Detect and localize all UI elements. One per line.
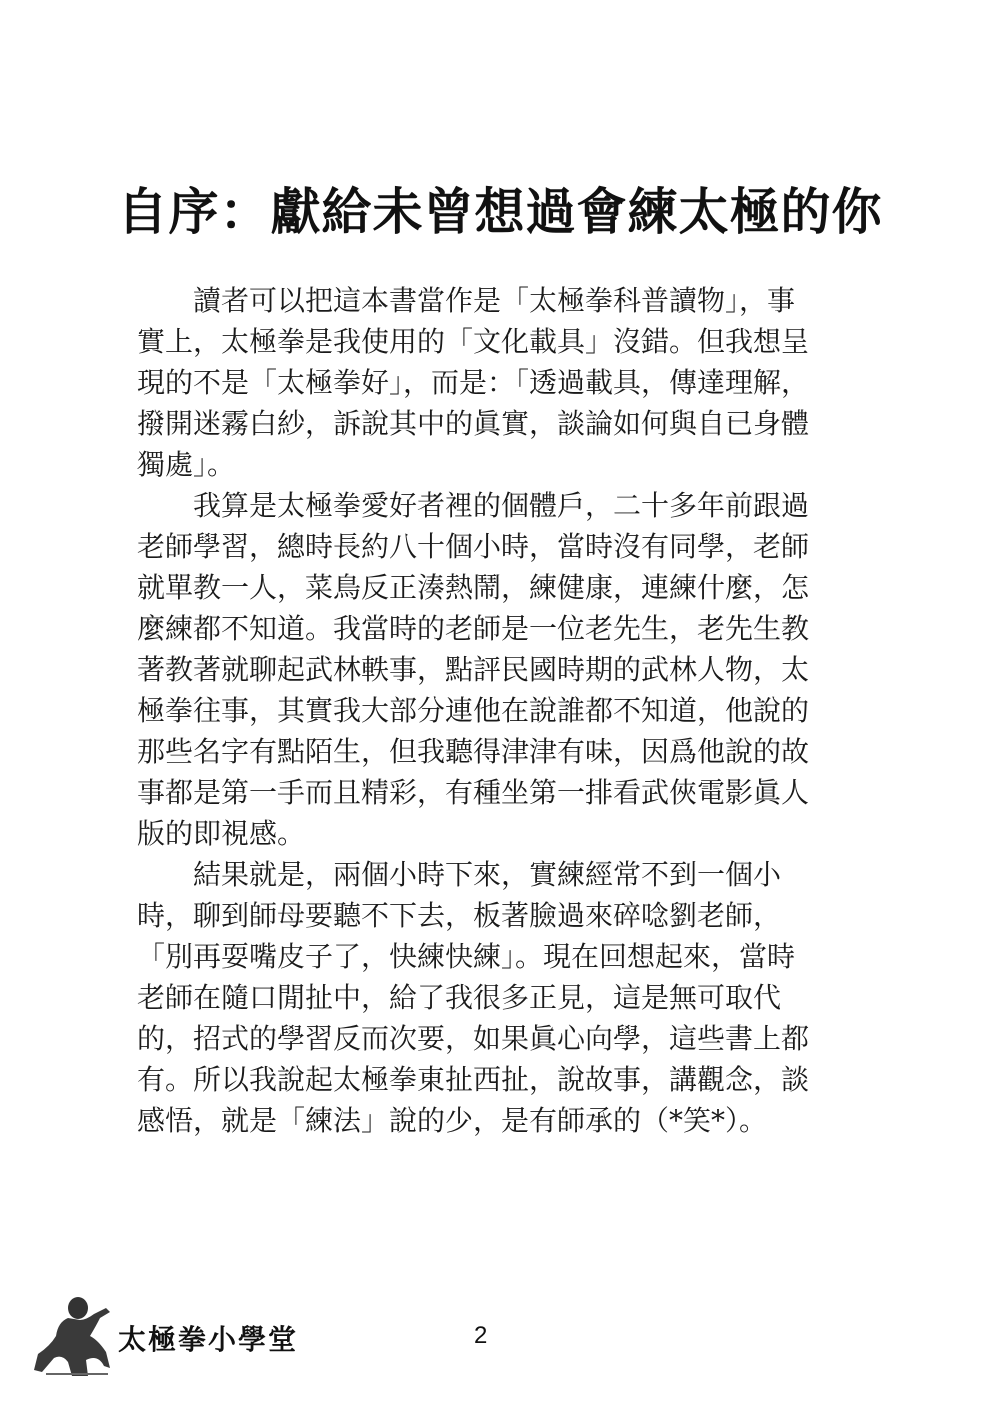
text-line: 著教著就聊起武林軼事，點評民國時期的武林人物，太	[137, 653, 810, 686]
paragraph-2	[137, 485, 830, 854]
text-line: 極拳往事，其實我大部分連他在說誰都不知道，他說的	[137, 694, 810, 727]
text-line: 實上，太極拳是我使用的「文化載具」沒錯。但我想呈	[137, 325, 810, 358]
page-title: 自序：獻給未曾想過會練太極的你	[117, 181, 883, 241]
page-number: 2	[474, 1322, 488, 1349]
text-line: 現的不是「太極拳好」，而是：「透過載具，傳達理解，	[137, 366, 810, 399]
text-line: 讀者可以把這本書當作是「太極拳科普讀物」，事	[193, 284, 796, 317]
paragraph-3	[137, 854, 830, 1141]
text-line: 「別再耍嘴皮子了，快練快練」。現在回想起來，當時	[137, 940, 796, 973]
text-line: 那些名字有點陌生，但我聽得津津有味，因爲他說的故	[137, 735, 810, 768]
text-line: 的，招式的學習反而次要，如果眞心向學，這些書上都	[137, 1022, 810, 1055]
text-line: 事都是第一手而且精彩，有種坐第一排看武俠電影眞人	[137, 776, 810, 809]
text-line: 老師在隨口閒扯中，給了我很多正見，這是無可取代	[137, 981, 782, 1014]
text-line: 獨處」。	[137, 448, 236, 481]
text-line: 老師學習，總時長約八十個小時，當時沒有同學，老師	[137, 530, 810, 563]
taichi-figure-icon	[28, 1296, 118, 1378]
paragraph-1	[137, 280, 830, 485]
footer-brand: 太極拳小學堂	[118, 1323, 299, 1356]
text-line: 撥開迷霧白紗，訴說其中的眞實，談論如何與自已身體	[137, 407, 810, 440]
text-line: 版的即視感。	[137, 817, 306, 850]
text-line: 麼練都不知道。我當時的老師是一位老先生，老先生教	[137, 612, 810, 645]
body-text	[137, 280, 830, 1141]
text-line: 我算是太極拳愛好者裡的個體戶，二十多年前跟過	[193, 489, 810, 522]
text-line: 結果就是，兩個小時下來，實練經常不到一個小	[193, 858, 782, 891]
text-line: 就單教一人，菜鳥反正湊熱鬧，練健康，連練什麼，怎	[137, 571, 810, 604]
text-line: 有。所以我說起太極拳東扯西扯，說故事，講觀念，談	[137, 1063, 810, 1096]
text-line: 感悟，就是「練法」說的少，是有師承的（*笑*）。	[137, 1104, 768, 1137]
text-line: 時，聊到師母要聽不下去，板著臉過來碎唸劉老師，	[137, 899, 782, 932]
